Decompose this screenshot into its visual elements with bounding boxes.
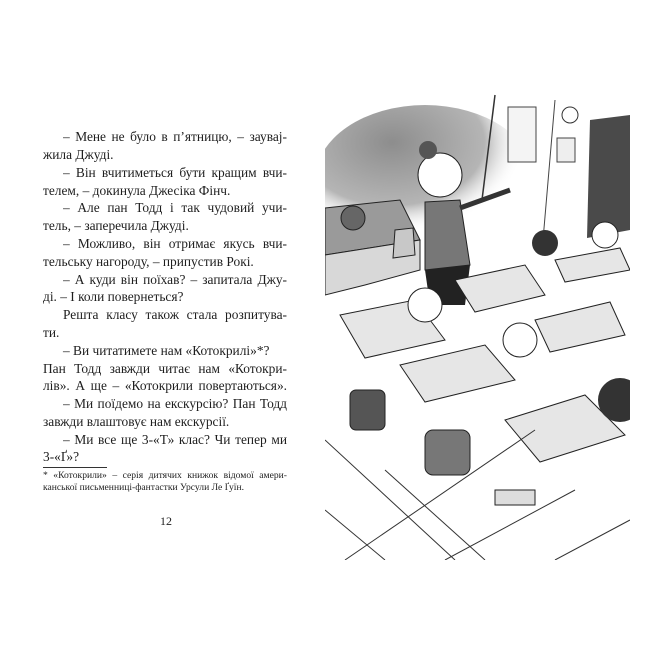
text-line: лів». А ще – «Котокрили повертаються». [43,378,287,393]
text-line: – Можливо, він отримає якусь вчи- [63,236,287,251]
text-line: 3-«Ґ»? [43,449,80,464]
text-line: ти. [43,325,60,340]
book-stack [495,490,535,505]
text-line: – Але пан Тодд і так чудовий учи- [63,200,287,215]
student-head [503,323,537,357]
student-desk [400,345,515,402]
text-line: – Ми поїдемо на екскурсію? Пан Тодд [63,396,287,411]
student-desk [535,302,625,352]
text-line: тельську нагороду, – припустив Рокі. [43,254,254,269]
teacher-hair-bun [419,141,437,159]
wall-picture [557,138,575,162]
page-number: 12 [160,514,172,528]
wall-clock-icon [562,107,578,123]
text-line: – Ми все ще 3-«Т» клас? Чи тепер ми [63,432,287,447]
text-line: жила Джуді. [43,147,114,162]
text-line: завжди влаштовує нам екскурсії. [43,414,230,429]
door [587,115,630,238]
footnote-line: канської письменниці-фантастки Урсули Ле Ґуїн. [43,482,245,493]
classroom-illustration [325,90,630,560]
backpack [350,390,385,430]
text-line: тель, – заперечила Джуді. [43,218,189,233]
wall-corner [543,100,555,240]
student-head [592,222,618,248]
candy-bag [393,228,415,258]
footnote-line: * «Котокрили» – серія дитячих книжок відомої амери- [43,470,287,481]
student-head [532,230,558,256]
student-head [408,288,442,322]
text-line: – Він вчитиметься бути кращим вчи- [63,165,287,180]
text-line: Пан Тодд завжди читає нам «Котокри- [43,361,287,376]
globe-icon [341,206,365,230]
student-desk [555,248,630,282]
footnote-divider [43,467,107,468]
teacher-head [418,153,462,197]
text-line: – Мене не було в п’ятницю, – зауваj- [63,129,287,144]
wall-poster [508,107,536,162]
text-line: ді. – І коли повернеться? [43,289,184,304]
backpack [425,430,470,475]
text-line: – А куди він поїхав? – запитала Джу- [63,272,287,287]
text-line: Решта класу також стала розпитува- [63,307,287,322]
floor-tiles [325,430,630,560]
text-line: телем, – докинула Джесіка Фінч. [43,183,231,198]
text-line: – Ви читатимете нам «Котокрилі»*? [63,343,270,358]
